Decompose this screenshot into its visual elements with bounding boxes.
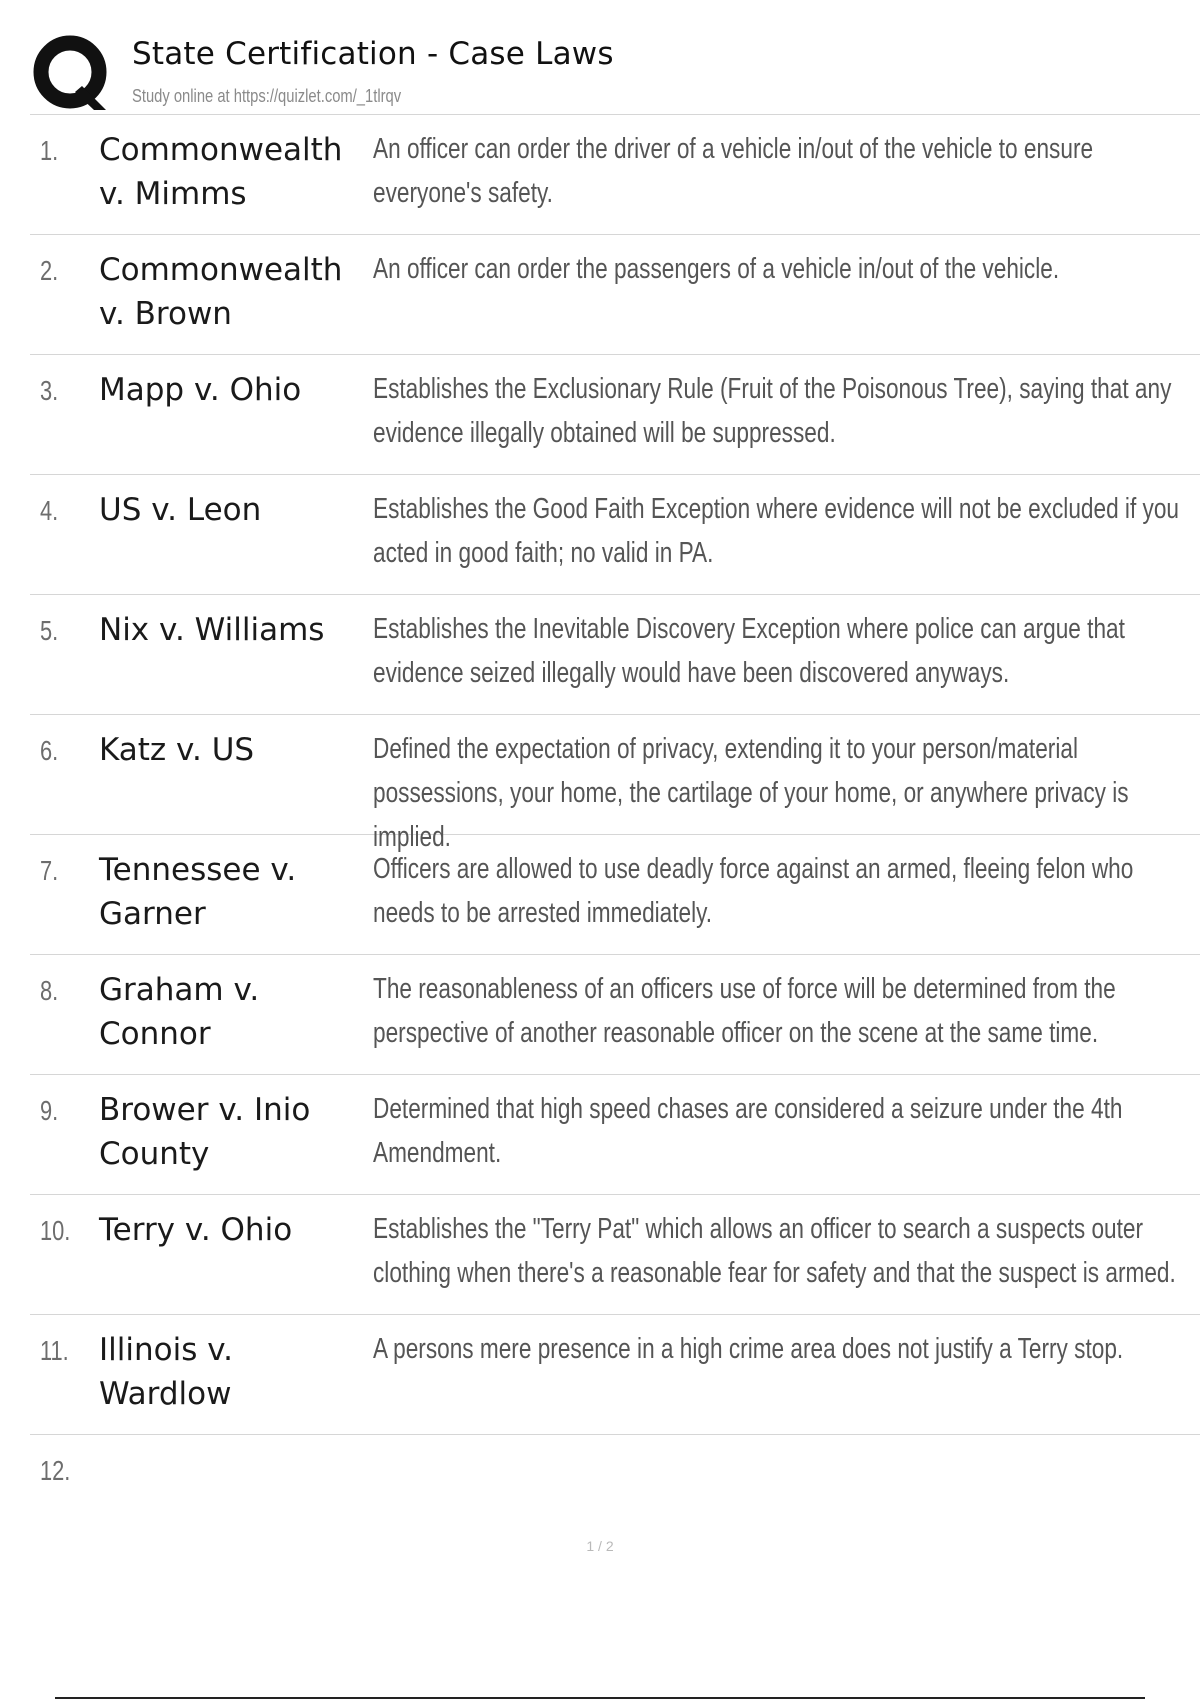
list-item [30,1075,1200,1195]
item-definition: Establishes the Good Faith Exception where evidence will not be excluded if you acted in good faith; no valid in PA. [373,493,1179,569]
item-number: 7. [40,855,59,886]
list-item [30,355,1200,475]
item-number: 10. [40,1215,71,1246]
item-term: Commonwealth v. Brown [99,252,343,332]
item-definition: The reasonableness of an officers use of force will be determined from the perspective of another reasonable officer on the scene at the same time. [373,973,1116,1049]
item-number: 6. [40,735,59,766]
item-definition: A persons mere presence in a high crime area does not justify a Terry stop. [373,1333,1124,1365]
item-number: 4. [40,495,59,526]
list-item [30,1435,1200,1554]
page-title: State Certification - Case Laws [132,36,614,72]
page-number: 1 / 2 [586,1538,614,1554]
item-term: Tennessee v. Garner [99,852,297,932]
item-term: Nix v. Williams [99,612,325,648]
item-definition: Officers are allowed to use deadly force against an armed, fleeing felon who needs to be arrested immediately. [373,853,1134,929]
list-item [30,715,1200,853]
list-item [30,835,1200,955]
item-definition: Establishes the Inevitable Discovery Exception where police can argue that evidence seized illegally would have been discovered anyways. [373,613,1125,689]
quizlet-q-logo-icon [32,34,112,114]
list-item [30,475,1200,595]
list-item [30,235,1200,355]
case-law-list [30,115,1200,1554]
list-item [30,115,1200,235]
bottom-divider [55,1697,1145,1699]
item-number: 11. [40,1335,69,1366]
item-term: Graham v. Connor [99,972,260,1052]
item-term: Illinois v. Wardlow [99,1332,234,1412]
item-definition: An officer can order the driver of a vehicle in/out of the vehicle to ensure everyone's safety. [373,133,1094,209]
item-number: 1. [40,135,59,166]
document-header [30,28,1200,115]
item-number: 12. [40,1455,71,1486]
item-number: 9. [40,1095,59,1126]
item-number: 3. [40,375,59,406]
item-term: Mapp v. Ohio [99,372,302,408]
list-item [30,955,1200,1075]
item-definition: Establishes the "Terry Pat" which allows an officer to search a suspects outer clothing when there's a reasonable fear for safety and that the suspect is armed. [373,1213,1176,1289]
item-number: 8. [40,975,59,1006]
item-definition: Determined that high speed chases are considered a seizure under the 4th Amendment. [373,1093,1123,1169]
item-term: Brower v. Inio County [99,1092,311,1172]
list-item [30,1315,1200,1435]
item-term: US v. Leon [99,492,262,528]
list-item [30,595,1200,715]
item-definition: An officer can order the passengers of a vehicle in/out of the vehicle. [373,253,1060,285]
study-online-link-text: Study online at https://quizlet.com/_1tlrqv [132,86,402,106]
item-term: Katz v. US [99,732,255,768]
item-definition: Defined the expectation of privacy, extending it to your person/material possessions, your home, the cartilage of your home, or anywhere privacy is implied. [373,733,1129,853]
item-definition: Establishes the Exclusionary Rule (Fruit of the Poisonous Tree), saying that any evidence illegally obtained will be suppressed. [373,373,1172,449]
item-number: 2. [40,255,59,286]
item-term: Commonwealth v. Mimms [99,132,343,212]
item-number: 5. [40,615,59,646]
item-term: Terry v. Ohio [99,1212,293,1248]
list-item [30,1195,1200,1315]
